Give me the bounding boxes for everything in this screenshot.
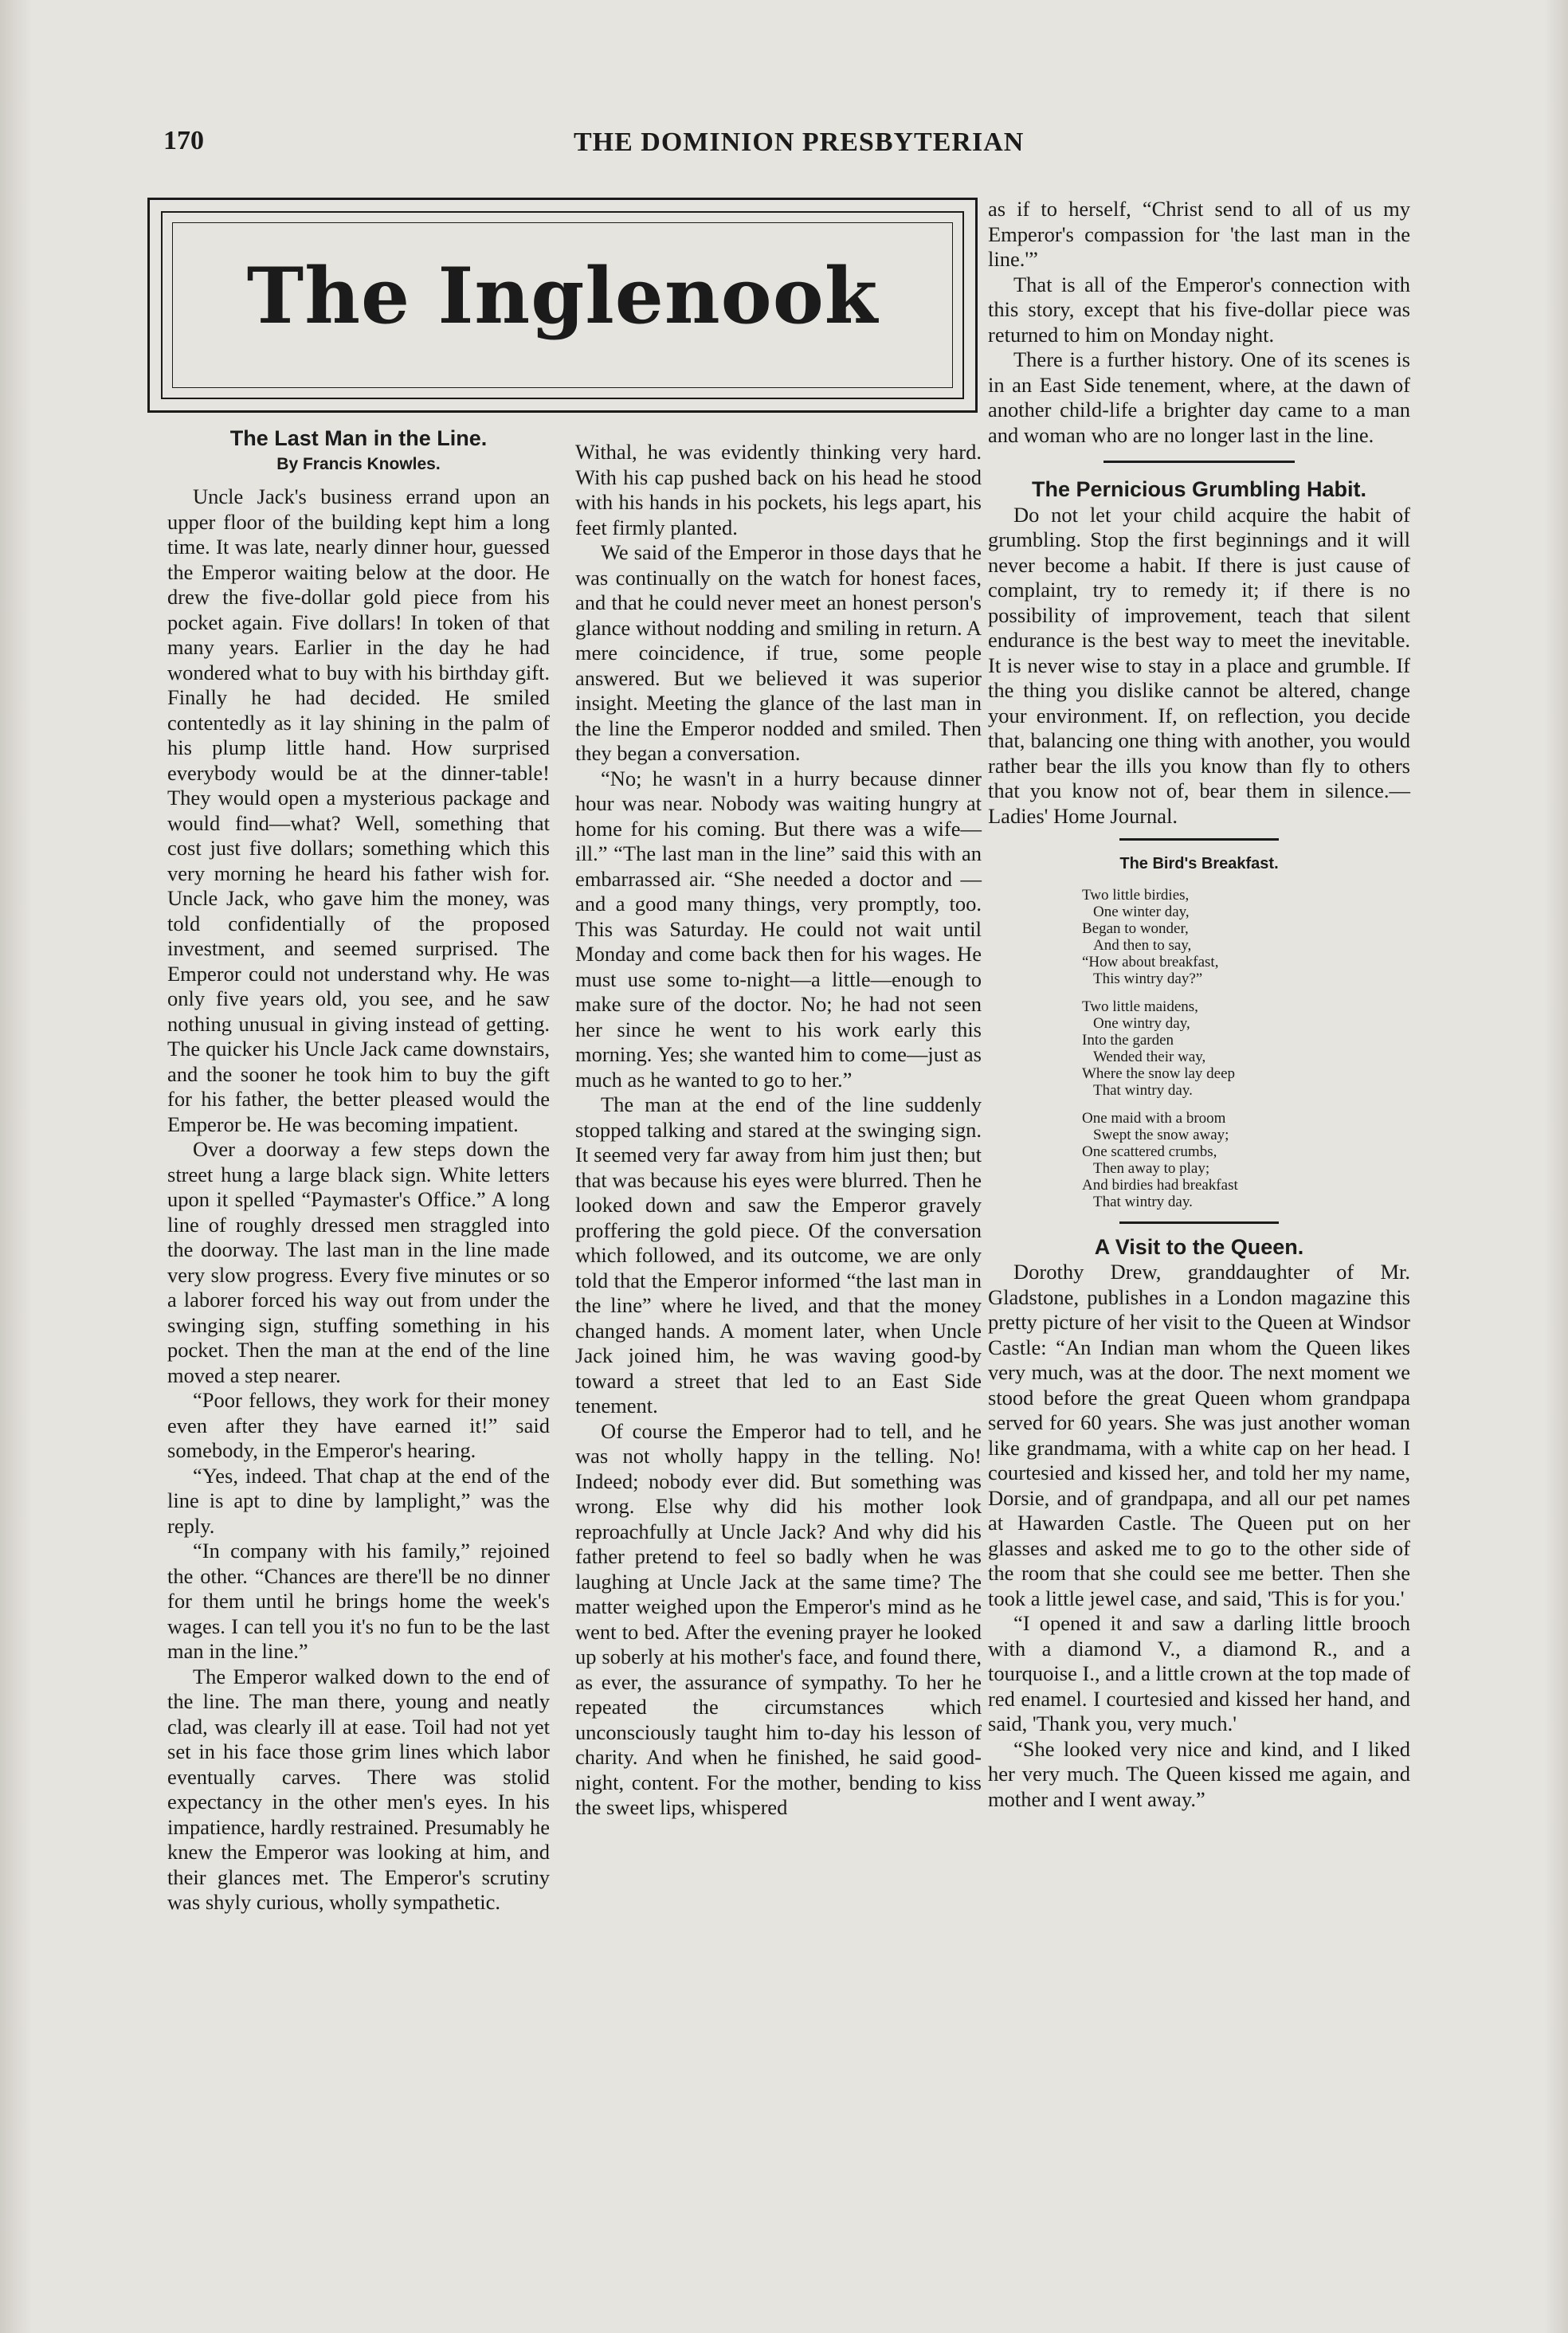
paragraph: “Yes, indeed. That chap at the end of the line is apt to dine by lamplight,” was the reply. (167, 1463, 550, 1538)
poem-line: Two little birdies, (1082, 886, 1190, 904)
paragraph: That is all of the Emperor's connection with this story, except that his five-dollar piece was returned to him on Monday night. (988, 272, 1410, 347)
paragraph: Uncle Jack's business errand upon an upper floor of the building kept him a long time. It was late, nearly dinner hour, guessed the Emperor waiting below at the door. He drew the five-dollar gold piece from his pocket again. Five dollars! In token of that many years. Earlier in the day he had wondered what to buy with his birthday gift. Finally he had decided. He smiled contentedly as it lay shining in the palm of his plump little hand. How surprised everybody would be at the dinner-table! They would open a mysterious package and would find—what? Well, something that cost just five dollars; something which this very morning he heard his father wish for. Uncle Jack, who gave him the money, was told confidentially of the proposed investment, and seemed surprised. The Emperor could not understand why. He was only five years old, you see, and he saw nothing unusual in giving instead of getting. The quicker his Uncle Jack came downstairs, and the sooner he took him to buy the gift for his father, the better pleased would the Emperor be. He was becoming impatient. (167, 484, 550, 1136)
poem-line: One wintry day, (1093, 1014, 1190, 1032)
paragraph: Withal, he was evidently thinking very hard. With his cap pushed back on his head he stood with his hands in his pockets, his legs apart, his feet firmly planted. (575, 440, 982, 539)
paragraph: “Poor fellows, they work for their money even after they have earned it!” said somebody, in the Emperor's hearing. (167, 1388, 550, 1462)
paragraph: The Emperor walked down to the end of the line. The man there, young and neatly clad, was clearly ill at ease. Toil had not yet set in his face those grim lines which labor eventually carves. There was stolid expectancy in the other men's eyes. In his impatience, hardly restrained. Presumably he knew the Emperor was looking at him, and their glances met. The Emperor's scrutiny was shyly curious, wholly sympathetic. (167, 1664, 550, 1914)
divider-rule (1119, 1221, 1279, 1224)
page-number: 170 (163, 126, 204, 155)
paragraph: “She looked very nice and kind, and I liked her very much. The Queen kissed me again, and mother and I went away.” (988, 1736, 1410, 1811)
masthead-frame (161, 211, 964, 399)
poem-stanza (1082, 998, 1410, 1099)
poem-line: And then to say, (1093, 936, 1192, 954)
article-title: The Last Man in the Line. (229, 426, 488, 450)
article-title: A Visit to the Queen. (1094, 1234, 1304, 1259)
poem-line: Into the garden (1082, 1031, 1174, 1049)
paragraph: “I opened it and saw a darling little brooch with a diamond V., a diamond R., and a tourquoise I., and a little crown at the top made of red enamel. I courtesied and kissed her hand, and said, 'Thank you, very much.' (988, 1611, 1410, 1735)
paragraph: There is a further history. One of its scenes is in an East Side tenement, where, at the dawn of another child-life a brighter day came to a man and woman who are no longer last in the line. (988, 347, 1410, 447)
article-title: The Pernicious Grumbling Habit. (1031, 477, 1367, 501)
poem-line: And birdies had breakfast (1082, 1176, 1238, 1194)
poem-line: That wintry day. (1093, 1081, 1193, 1099)
poem-line: Then away to play; (1093, 1159, 1210, 1177)
poem-line: Began to wonder, (1082, 919, 1189, 937)
paragraph: “In company with his family,” rejoined the other. “Chances are there'll be no dinner for them until he brings home the week's wages. I can tell you it's no fun to be the last man in the line.” (167, 1539, 550, 1663)
paragraph: Over a doorway a few steps down the street hung a large black sign. White letters upon it spelled “Paymaster's Office.” A long line of roughly dressed men straggled into the doorway. The last man in the line made very slow progress. Every five minutes or so a laborer forced his way out from under the swinging sign, stuffing something in his pocket. Then the man at the end of the line moved a step nearer. (167, 1137, 550, 1387)
scan-edge-left (0, 0, 32, 2333)
paragraph: We said of the Emperor in those days that he was continually on the watch for honest faces, and that he could never meet an honest person's glance without nodding and smiling in return. A mere coincidence, if true, some people answered. But we believed it was superior insight. Meeting the glance of the last man in the line the Emperor nodded and smiled. Then they began a conversation. (575, 540, 982, 765)
poem-line: One winter day, (1093, 903, 1190, 920)
poem-line: Swept the snow away; (1093, 1126, 1229, 1143)
poem-line: One scattered crumbs, (1082, 1143, 1217, 1160)
paragraph: The man at the end of the line suddenly stopped talking and stared at the swinging sign. It seemed very far away from him just then; but that was because his eyes were blurred. Then he looked down and saw the Emperor gravely proffering the gold piece. Of the conversation which followed, and its outcome, we are only told that the Emperor informed “the last man in the line” where he lived, and that the money changed hands. A moment later, when Uncle Jack joined him, he was waving good-by toward a street that led to an East Side tenement. (575, 1092, 982, 1417)
paragraph: as if to herself, “Christ send to all of us my Emperor's compassion for 'the last man in the line.'” (988, 197, 1410, 271)
poem-line: Wended their way, (1093, 1048, 1206, 1065)
paragraph: “No; he wasn't in a hurry because dinner hour was near. Nobody was waiting hungry at home for his coming. But there was a wife—ill.” “The last man in the line” said this with an embarrassed air. “She needed a doctor and —and a good many things, very promptly, too. This was Saturday. He could not wait until Monday and come back then for his wages. He must use some to-night—a little—enough to make sure of the doctor. No; he had not seen her since he went to his work early this morning. Yes; she wanted him to come—just as much as he wanted to go to her.” (575, 766, 982, 1092)
article-byline: By Francis Knowles. (276, 454, 441, 473)
poem-line: Where the snow lay deep (1082, 1065, 1236, 1082)
poem-stanza (1082, 1110, 1410, 1210)
poem-title: The Bird's Breakfast. (1119, 855, 1279, 872)
section-masthead (147, 198, 978, 413)
poem-line: Two little maidens, (1082, 998, 1198, 1015)
scan-edge-right (1544, 0, 1568, 2333)
poem-line: “How about breakfast, (1082, 953, 1219, 970)
paragraph: Do not let your child acquire the habit of grumbling. Stop the first beginnings and it will never become a habit. If there is just cause of complaint, try to remedy it; if there is no possibility of improvement, teach that silent endurance is the best way to meet the inevitable. It is never wise to stay in a place and grumble. If the thing you dislike cannot be altered, change your environment. If, on reflection, you decide that, balancing one thing with another, you would rather bear the ills you know than fly to others that you know not of, bear them in silence.—Ladies' Home Journal. (988, 502, 1410, 828)
paragraph: Dorothy Drew, granddaughter of Mr. Gladstone, publishes in a London magazine this pretty picture of her visit to the Queen at Windsor Castle: “An Indian man whom the Queen likes very much, was at the door. The next moment we stood before the great Queen whom grandpapa served for 60 years. She was just another woman like grandmama, with a white cap on her head. I courtesied and kissed her, and told her my name, Dorsie, and of grandpapa, and all our pet names at Hawarden Castle. The Queen put on her glasses and asked me to go to the other side of the room that she could see me better. Then she took a little jewel case, and said, 'This is for you.' (988, 1260, 1410, 1610)
poem-line: That wintry day. (1093, 1193, 1193, 1210)
column-3 (988, 197, 1410, 1812)
column-1 (167, 426, 550, 1915)
column-2 (575, 440, 982, 1821)
divider-rule (1119, 838, 1279, 841)
poem-line: This wintry day?” (1093, 970, 1203, 987)
poem-stanza (1082, 887, 1410, 987)
paragraph: Of course the Emperor had to tell, and he was not wholly happy in the telling. No! Indeed; nobody ever did. But something was wrong. Else why did his mother look reproachfully at Uncle Jack? And why did his father pretend to feel so badly when he was laughing at Uncle Jack at the same time? The matter weighed upon the Emperor's mind as he went to bed. After the evening prayer he looked up soberly at his mother's face, and found there, as ever, the assurance of sympathy. To her he repeated the circumstances which unconsciously taught him to-day his lesson of charity. And when he finished, he said good-night, content. For the mother, bending to kiss the sweet lips, whispered (575, 1418, 982, 1819)
section-title: The Inglenook (246, 251, 879, 341)
poem-line: One maid with a broom (1082, 1109, 1226, 1127)
running-head: THE DOMINION PRESBYTERIAN (574, 127, 1025, 157)
divider-rule (1103, 461, 1295, 463)
